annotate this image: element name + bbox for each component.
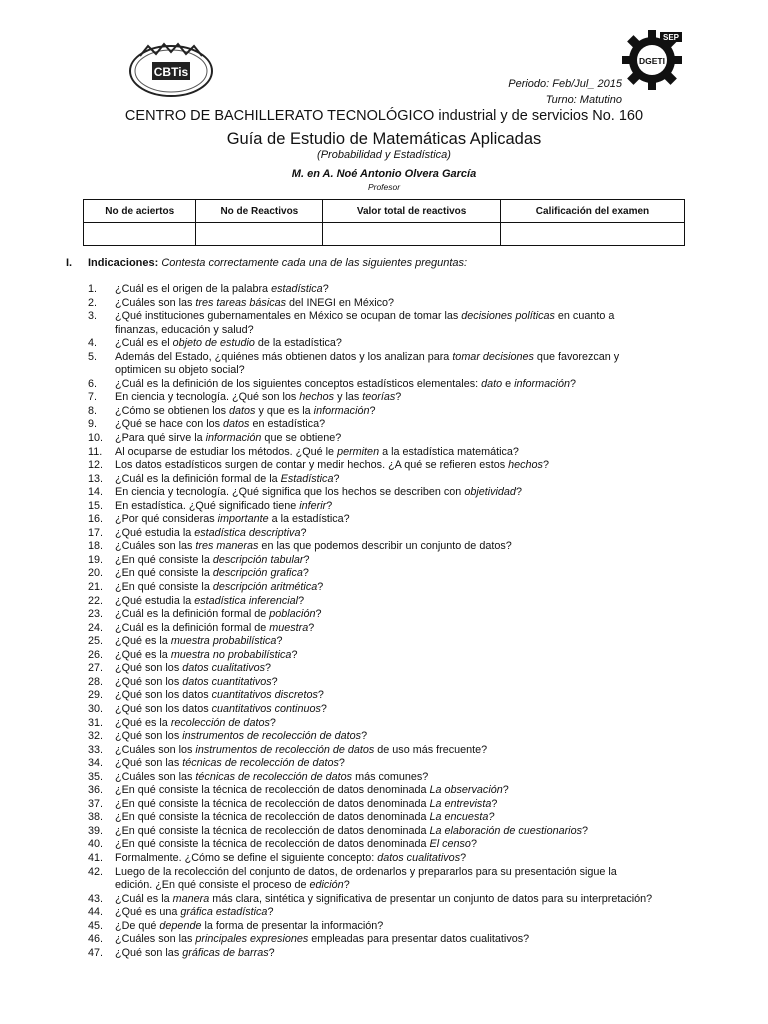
question-text: ¿Qué se hace con los [115, 418, 224, 431]
guide-subtitle: (Probabilidad y Estadística) [317, 149, 451, 161]
question-number: 27. [88, 662, 104, 675]
question-item [0, 866, 655, 893]
question-text: ¿Cuáles son las [115, 540, 196, 553]
period-block [508, 76, 622, 108]
score-table-answer-row [84, 223, 685, 246]
question-text: ? [502, 784, 509, 797]
question-number: 35. [88, 770, 104, 783]
score-header-calificacion: Calificación del examen [500, 200, 684, 223]
question-emphasis: muestra [269, 621, 309, 634]
score-table [83, 199, 685, 246]
question-text: de uso más frecuente? [374, 743, 488, 756]
question-number: 30. [88, 702, 104, 715]
question-text: En ciencia y tecnología. ¿Qué son los [115, 391, 300, 404]
question-text: ? [265, 662, 272, 675]
question-text: ? [298, 594, 305, 607]
question-text: Los datos estadísticos surgen de contar y medir hechos. ¿A qué se refieren estos [115, 459, 509, 472]
question-item [0, 446, 655, 460]
question-number: 41. [88, 851, 104, 864]
question-emphasis: permiten [337, 445, 380, 458]
question-emphasis: población [269, 608, 316, 621]
question-text: a la estadística? [268, 513, 350, 526]
question-text: ? [515, 486, 522, 499]
question-number: 22. [88, 594, 104, 607]
question-text: ¿Cuál es la [115, 892, 173, 905]
question-emphasis: depende [159, 919, 202, 932]
question-text: ? [369, 404, 376, 417]
question-emphasis: decisiones políticas [461, 310, 555, 323]
question-number: 21. [88, 581, 104, 594]
question-text: ¿Cuáles son las [115, 933, 196, 946]
question-emphasis: datos cualitativos [377, 851, 461, 864]
cbtis-logo [128, 40, 214, 98]
question-number: 24. [88, 621, 104, 634]
question-emphasis: recolección de datos [170, 716, 270, 729]
question-text: ¿En qué consiste la técnica de recolección de datos denominada [115, 784, 430, 797]
question-item [0, 676, 655, 690]
question-item [0, 581, 655, 595]
question-text: ? [333, 472, 340, 485]
question-text: ? [303, 553, 310, 566]
question-number: 46. [88, 933, 104, 946]
question-number: 5. [88, 350, 98, 363]
question-text: En estadística. ¿Qué significado tiene [115, 499, 300, 512]
question-number: 34. [88, 757, 104, 770]
question-text: ? [491, 797, 498, 810]
question-number: 13. [88, 472, 104, 485]
question-item [0, 459, 655, 473]
question-item [0, 784, 655, 798]
question-emphasis: teorías [362, 391, 396, 404]
question-text: más clara, sintética y significativa de presentar un conjunto de datos para su interpretación? [209, 892, 653, 905]
question-number: 38. [88, 811, 104, 824]
question-text: que favorezcan y optimicen su objeto social? [115, 350, 620, 377]
question-text: en estadística? [249, 418, 326, 431]
score-cell-reactivos[interactable] [196, 223, 323, 246]
question-text: a la estadística matemática? [379, 445, 519, 458]
question-text: ¿Qué es la [115, 648, 171, 661]
score-header-reactivos: No de Reactivos [196, 200, 323, 223]
logo-right-text: DGETI [639, 56, 665, 66]
question-emphasis: objeto de estudio [172, 337, 255, 350]
question-text: ¿Para qué sirve la [115, 432, 206, 445]
question-number: 20. [88, 567, 104, 580]
question-item [0, 540, 655, 554]
question-item [0, 622, 655, 636]
question-emphasis: tres tareas básicas [195, 296, 287, 309]
question-item [0, 947, 655, 961]
question-item [0, 798, 655, 812]
question-emphasis: instrumentos de recolección de datos [195, 743, 375, 756]
question-text: En ciencia y tecnología. ¿Qué significa que los hechos se describen con [115, 486, 465, 499]
question-text: ? [343, 879, 350, 892]
question-text: y que es la [255, 404, 314, 417]
score-table-header-row [84, 200, 685, 223]
question-emphasis: edición [309, 879, 344, 892]
question-emphasis: instrumentos de recolección de datos [182, 730, 362, 743]
question-number: 44. [88, 906, 104, 919]
question-text: ? [271, 675, 278, 688]
question-item [0, 595, 655, 609]
question-emphasis: objetividad [464, 486, 516, 499]
question-emphasis: manera [172, 892, 210, 905]
section-number: I. [66, 257, 73, 269]
question-text: que se obtiene? [261, 432, 342, 445]
shift-text: Turno: Matutino [545, 94, 622, 106]
question-text: en las que podemos describir un conjunto de datos? [258, 540, 512, 553]
question-text: ¿En qué consiste la técnica de recolección de datos denominada [115, 811, 430, 824]
question-number: 39. [88, 824, 104, 837]
question-text: ¿Cuáles son los [115, 743, 196, 756]
question-emphasis: La observación [429, 784, 503, 797]
question-emphasis: estadística descriptiva [194, 526, 301, 539]
question-text: ? [460, 851, 467, 864]
question-item [0, 703, 655, 717]
question-item [0, 730, 655, 744]
question-item [0, 920, 655, 934]
question-text: ? [317, 581, 324, 594]
question-text: ? [268, 946, 275, 959]
question-emphasis: gráficas de barras [182, 946, 269, 959]
question-emphasis: importante [217, 513, 269, 526]
question-number: 9. [88, 418, 98, 431]
score-cell-aciertos[interactable] [84, 223, 196, 246]
question-text: ¿Cuál es la definición formal de [115, 621, 270, 634]
question-text: ¿Cuál es la definición de los siguientes conceptos estadísticos elementales: [115, 377, 482, 390]
question-text: ? [308, 621, 315, 634]
question-emphasis: El censo [429, 838, 471, 851]
question-text: ¿Qué son las [115, 946, 183, 959]
question-text: ¿En qué consiste la [115, 567, 213, 580]
guide-title: Guía de Estudio de Matemáticas Aplicadas [226, 130, 542, 148]
question-text: ¿De qué [115, 919, 160, 932]
question-text: ¿Qué es la [115, 635, 171, 648]
question-text: ? [300, 526, 307, 539]
question-number: 37. [88, 797, 104, 810]
question-number: 25. [88, 635, 104, 648]
question-emphasis: tomar decisiones [452, 350, 534, 363]
question-text: ? [542, 459, 549, 472]
question-text: e [502, 377, 515, 390]
question-number: 12. [88, 459, 104, 472]
question-text: Al ocuparse de estudiar los métodos. ¿Qué le [115, 445, 338, 458]
score-cell-valor-total[interactable] [323, 223, 501, 246]
question-emphasis: datos [229, 404, 256, 417]
question-number: 10. [88, 432, 104, 445]
question-item [0, 527, 655, 541]
question-text: ? [581, 824, 588, 837]
question-text: ¿Qué son las [115, 757, 183, 770]
question-text: ? [317, 689, 324, 702]
instructions [66, 257, 467, 269]
question-text: ¿Cuáles son las [115, 296, 196, 309]
question-item [0, 378, 655, 392]
question-number: 19. [88, 553, 104, 566]
question-item [0, 297, 655, 311]
question-item [0, 771, 655, 785]
question-text: ? [470, 838, 477, 851]
question-number: 40. [88, 838, 104, 851]
question-emphasis: hechos [299, 391, 335, 404]
question-text: ¿Qué es la [115, 716, 171, 729]
question-text: ? [569, 377, 576, 390]
question-emphasis: descripción aritmética [212, 581, 318, 594]
question-number: 16. [88, 513, 104, 526]
question-number: 7. [88, 391, 98, 404]
question-text: ? [267, 906, 274, 919]
question-item [0, 906, 655, 920]
question-text: ¿Qué estudia la [115, 594, 195, 607]
question-text: ¿En qué consiste la técnica de recolección de datos denominada [115, 838, 430, 851]
question-item [0, 689, 655, 703]
question-item [0, 473, 655, 487]
question-text: ¿Cuál es la definición formal de [115, 608, 270, 621]
question-item [0, 310, 655, 337]
question-text: de la estadística? [254, 337, 342, 350]
question-number: 26. [88, 648, 104, 661]
question-text: ¿Cuál es la definición formal de la [115, 472, 281, 485]
question-item [0, 717, 655, 731]
question-number: 15. [88, 499, 104, 512]
question-emphasis: La encuesta? [429, 811, 495, 824]
question-text: ¿Qué son los [115, 675, 183, 688]
question-text: ¿Por qué consideras [115, 513, 218, 526]
question-item [0, 811, 655, 825]
question-emphasis: técnicas de recolección de datos [182, 757, 339, 770]
question-item [0, 500, 655, 514]
question-item [0, 554, 655, 568]
question-number: 17. [88, 526, 104, 539]
score-header-valor-total: Valor total de reactivos [323, 200, 501, 223]
question-item [0, 933, 655, 947]
question-text: ¿En qué consiste la [115, 581, 213, 594]
question-emphasis: cuantitativos continuos [211, 702, 321, 715]
question-item [0, 649, 655, 663]
question-item [0, 893, 655, 907]
period-text: Periodo: Feb/Jul_ 2015 [508, 78, 622, 90]
question-item [0, 744, 655, 758]
question-number: 28. [88, 675, 104, 688]
score-header-aciertos: No de aciertos [84, 200, 196, 223]
question-emphasis: datos [223, 418, 250, 431]
question-number: 14. [88, 486, 104, 499]
question-number: 4. [88, 337, 98, 350]
question-emphasis: muestra no probabilística [170, 648, 292, 661]
question-text: ? [338, 757, 345, 770]
question-item [0, 283, 655, 297]
question-item [0, 567, 655, 581]
question-text: ? [269, 716, 276, 729]
question-text: ¿Qué instituciones gubernamentales en México se ocupan de tomar las [115, 310, 462, 323]
question-text: ? [361, 730, 368, 743]
logo-left-text: CBTis [153, 65, 189, 79]
question-text: ¿Qué son los datos [115, 689, 212, 702]
question-emphasis: información [205, 432, 262, 445]
question-text: ¿En qué consiste la técnica de recolección de datos denominada [115, 797, 430, 810]
question-text: y las [334, 391, 363, 404]
question-emphasis: Estadística [280, 472, 334, 485]
question-text: ¿Qué estudia la [115, 526, 195, 539]
question-item [0, 418, 655, 432]
question-emphasis: La elaboración de cuestionarios [429, 824, 582, 837]
question-text: Además del Estado, ¿quiénes más obtienen datos y los analizan para [115, 350, 453, 363]
question-number: 32. [88, 730, 104, 743]
question-item [0, 852, 655, 866]
question-emphasis: datos cualitativos [182, 662, 266, 675]
question-number: 1. [88, 283, 98, 295]
question-number: 45. [88, 919, 104, 932]
question-text: ¿Cómo se obtienen los [115, 404, 230, 417]
question-number: 42. [88, 865, 104, 878]
question-number: 29. [88, 689, 104, 702]
question-text: ? [291, 648, 298, 661]
question-text: ¿Qué son los [115, 730, 183, 743]
question-emphasis: inferir [299, 499, 327, 512]
question-item [0, 757, 655, 771]
question-item [0, 635, 655, 649]
question-item [0, 608, 655, 622]
question-emphasis: hechos [508, 459, 543, 472]
question-text: ¿En qué consiste la técnica de recolección de datos denominada [115, 824, 430, 837]
question-item [0, 825, 655, 839]
question-emphasis: gráfica estadística [180, 906, 268, 919]
instructions-text: Contesta correctamente cada una de las siguientes preguntas: [161, 257, 468, 269]
question-emphasis: datos cuantitativos [182, 675, 272, 688]
question-number: 18. [88, 540, 104, 553]
question-item [0, 337, 655, 351]
question-number: 3. [88, 310, 98, 323]
question-text: ? [322, 283, 329, 295]
author-role: Profesor [367, 182, 401, 192]
question-text: ? [395, 391, 402, 404]
author-name: M. en A. Noé Antonio Olvera García [291, 168, 477, 180]
question-emphasis: técnicas de recolección de datos [195, 770, 353, 783]
question-emphasis: información [514, 377, 570, 390]
question-number: 6. [88, 377, 98, 390]
question-text: en cuanto a finanzas, educación y salud? [115, 310, 615, 336]
question-emphasis: estadística inferencial [194, 594, 299, 607]
question-text: empleadas para presentar datos cualitativos? [308, 933, 530, 946]
question-number: 43. [88, 892, 104, 905]
question-emphasis: La entrevista [429, 797, 492, 810]
question-text: ¿Cuál es el [115, 337, 173, 350]
question-item [0, 432, 655, 446]
score-cell-calificacion[interactable] [500, 223, 684, 246]
instructions-label: Indicaciones: [88, 257, 159, 269]
question-text: ? [302, 567, 309, 580]
question-text: ? [315, 608, 322, 621]
question-text: Luego de la recolección del conjunto de datos, de ordenarlos y prepararlos para su presentación sigue la edición. ¿En qué consiste el proceso de [115, 865, 617, 892]
institution-name: CENTRO DE BACHILLERATO TECNOLÓGICO industrial y de servicios No. 160 [124, 108, 644, 124]
question-emphasis: muestra probabilística [170, 635, 277, 648]
question-emphasis: información [313, 404, 370, 417]
question-text: ¿Qué son los datos [115, 702, 212, 715]
logo-right-top: SEP [662, 33, 680, 42]
question-text: ¿Cuáles son las [115, 770, 196, 783]
dgeti-gear-logo [620, 28, 684, 92]
question-text: del INEGI en México? [286, 296, 395, 309]
question-text: más comunes? [352, 770, 429, 783]
question-number: 8. [88, 404, 98, 417]
question-number: 31. [88, 716, 104, 729]
question-item [0, 405, 655, 419]
question-text: Formalmente. ¿Cómo se define el siguiente concepto: [115, 851, 378, 864]
question-number: 23. [88, 608, 104, 621]
question-text: ¿En qué consiste la [115, 553, 213, 566]
question-text: ? [276, 635, 283, 648]
question-item [0, 391, 655, 405]
question-emphasis: estadística [271, 283, 323, 295]
question-number: 36. [88, 784, 104, 797]
question-item [0, 351, 655, 378]
question-text: ¿Qué son los [115, 662, 183, 675]
question-text: ? [320, 702, 327, 715]
question-text: la forma de presentar la información? [201, 919, 384, 932]
question-emphasis: cuantitativos discretos [211, 689, 318, 702]
question-text: ¿Qué es una [115, 906, 181, 919]
question-number: 33. [88, 743, 104, 756]
question-item [0, 838, 655, 852]
question-item [0, 486, 655, 500]
question-number: 2. [88, 296, 98, 309]
question-emphasis: tres maneras [195, 540, 259, 553]
question-emphasis: descripción tabular [212, 553, 304, 566]
question-emphasis: descripción grafica [212, 567, 303, 580]
question-number: 11. [88, 445, 103, 458]
question-number: 47. [88, 946, 104, 959]
question-list [0, 283, 655, 960]
question-emphasis: dato [481, 377, 503, 390]
question-item [0, 513, 655, 527]
question-text: ? [326, 499, 333, 512]
question-text: ¿Cuál es el origen de la palabra [115, 283, 272, 295]
question-item [0, 662, 655, 676]
question-emphasis: principales expresiones [195, 933, 309, 946]
